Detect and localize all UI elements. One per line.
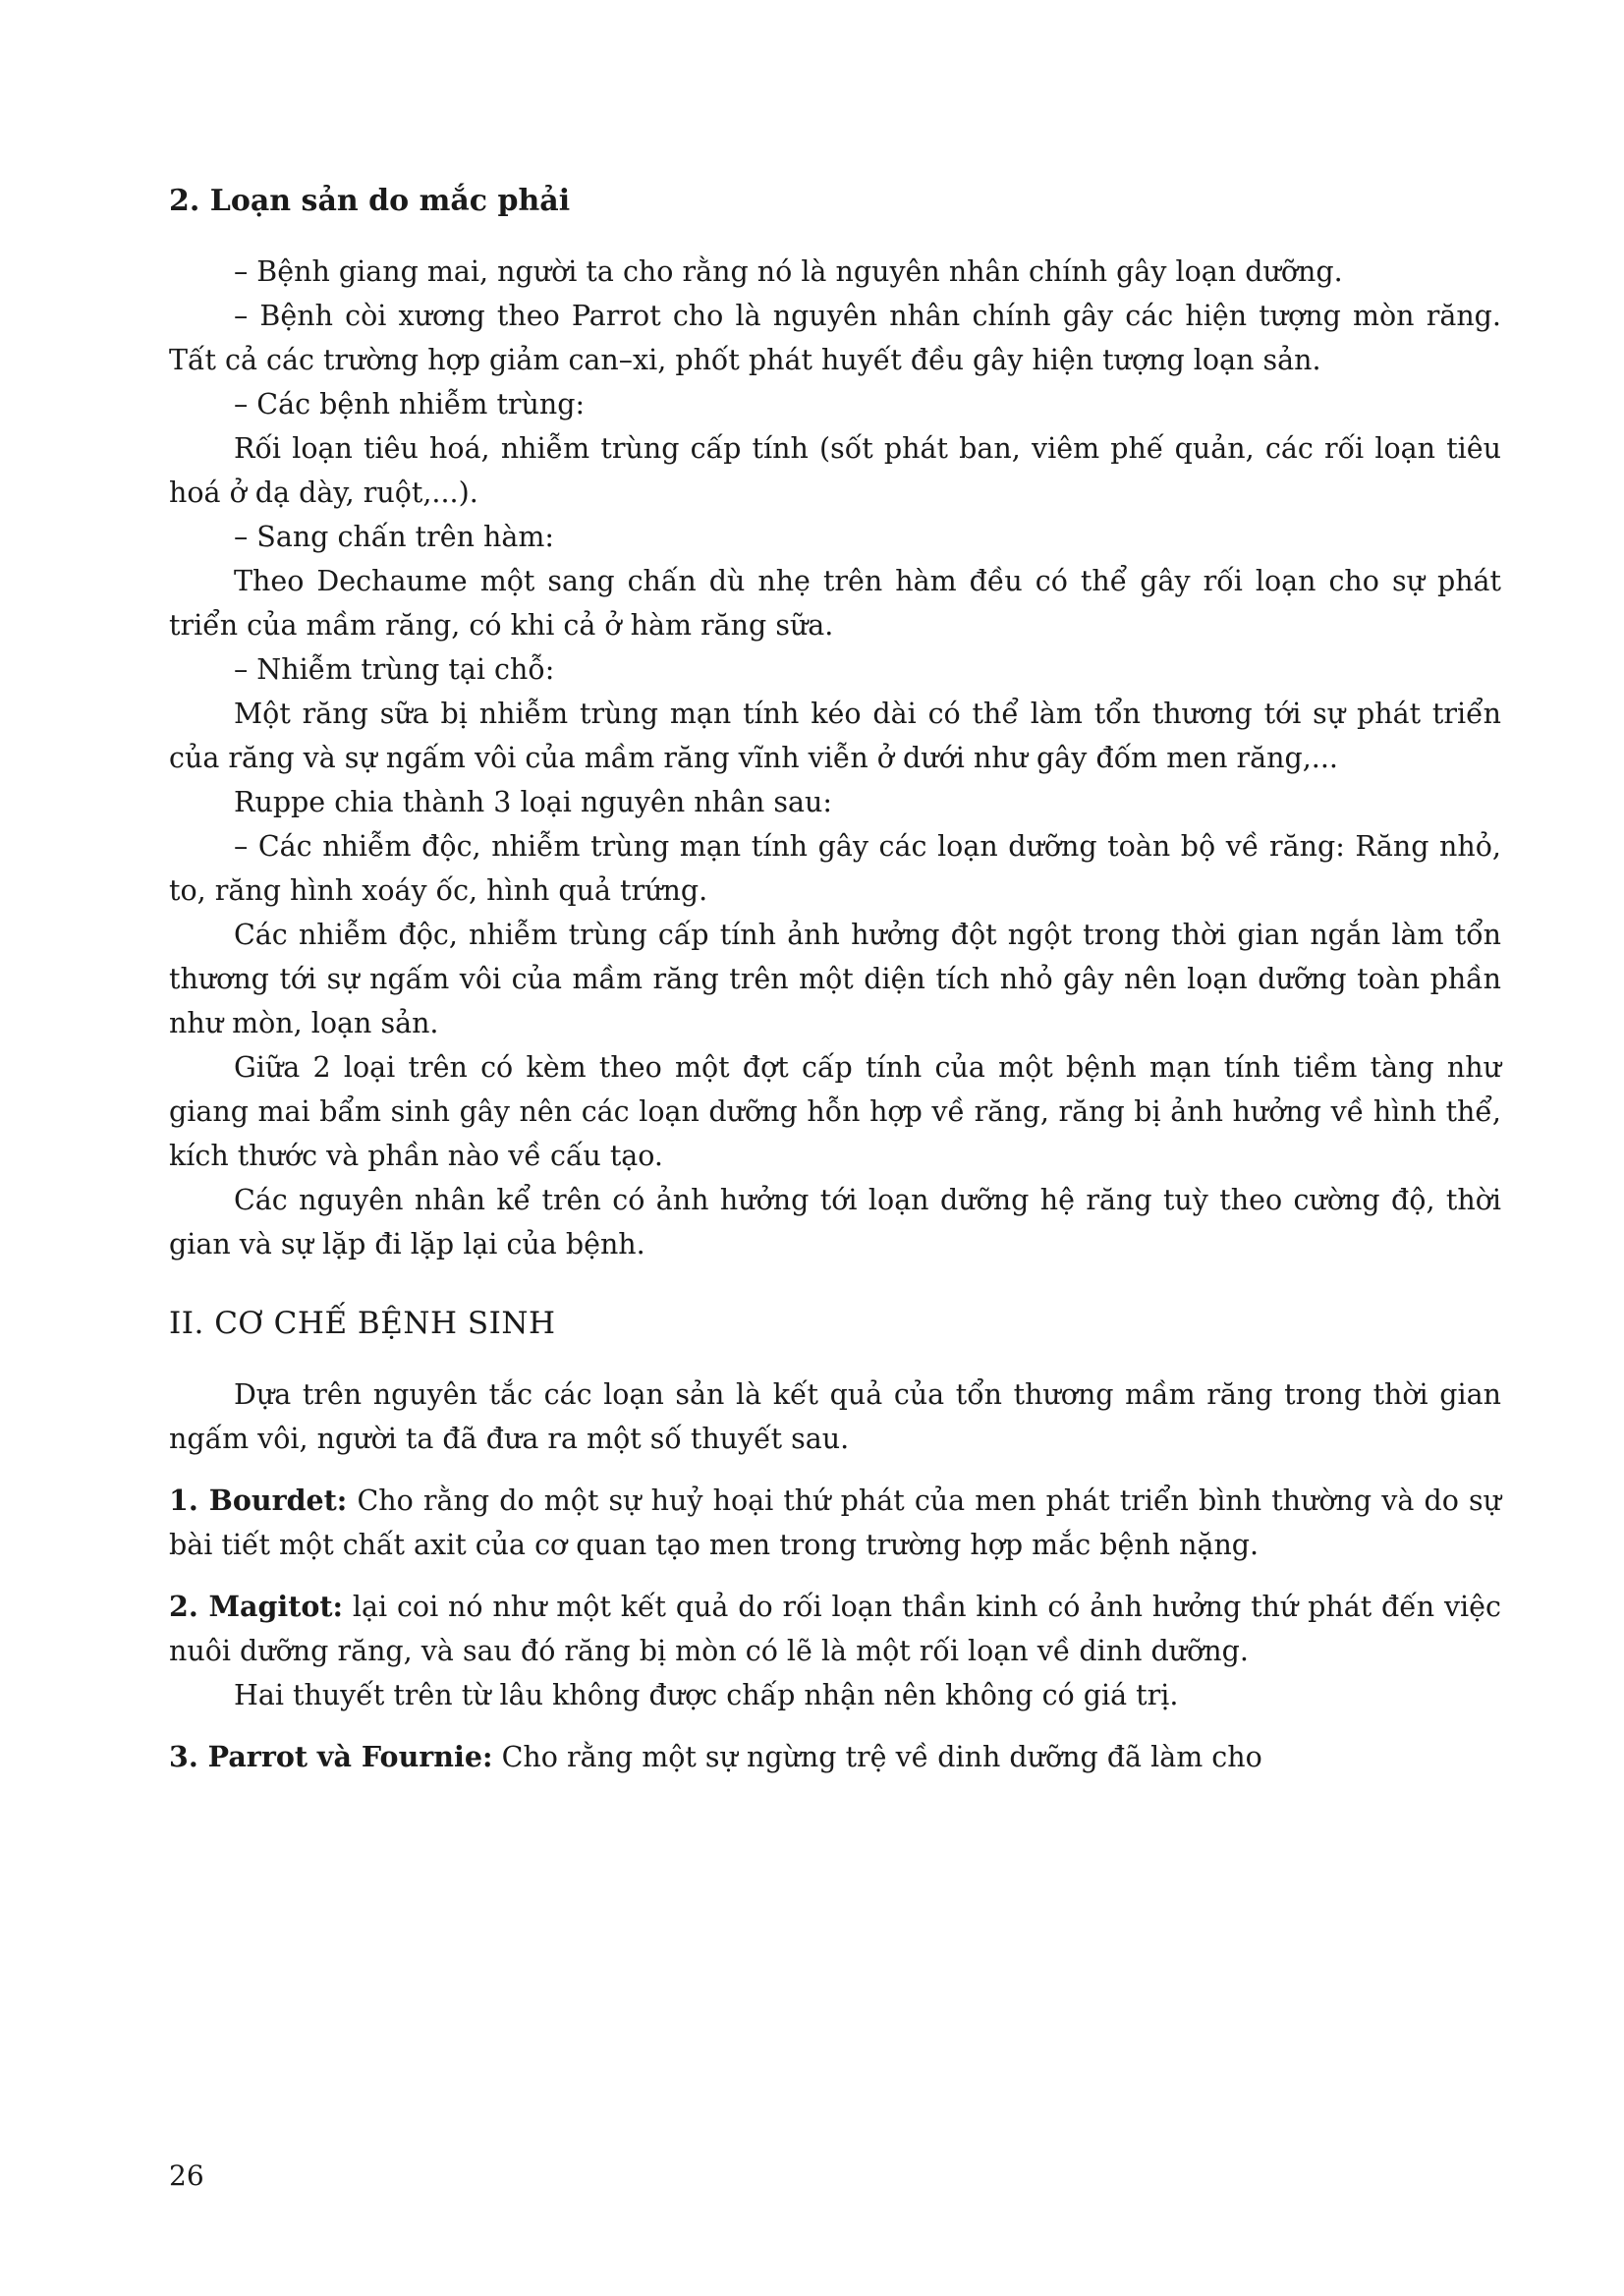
paragraph: Các nguyên nhân kể trên có ảnh hưởng tới loạn dưỡng hệ răng tuỳ theo cường độ, thời gian và sự lặp đi lặp lại của bệnh. xyxy=(169,1184,1501,1260)
theory-magitot xyxy=(169,1585,1501,1673)
paragraph-note: Hai thuyết trên từ lâu không được chấp nhận nên không có giá trị. xyxy=(234,1679,1179,1711)
paragraph: – Các nhiễm độc, nhiễm trùng mạn tính gây các loạn dưỡng toàn bộ về răng: Răng nhỏ, to, răng hình xoáy ốc, hình quả trứng. xyxy=(169,830,1501,907)
theory-title: 1. Bourdet: xyxy=(169,1484,348,1517)
theory-title: 3. Parrot và Fournie: xyxy=(169,1740,493,1773)
paragraph: Rối loạn tiêu hoá, nhiễm trùng cấp tính (sốt phát ban, viêm phế quản, các rối loạn tiêu hoá ở dạ dày, ruột,...). xyxy=(169,432,1501,509)
paragraph: Một răng sữa bị nhiễm trùng mạn tính kéo dài có thể làm tổn thương tới sự phát triển của răng và sự ngấm vôi của mầm răng vĩnh viễn ở dưới như gây đốm men răng,... xyxy=(169,698,1501,774)
theory-title: 2. Magitot: xyxy=(169,1590,344,1623)
theory-text: Cho rằng một sự ngừng trệ về dinh dưỡng đã làm cho xyxy=(492,1741,1262,1773)
paragraph: Ruppe chia thành 3 loại nguyên nhân sau: xyxy=(234,786,832,818)
page-number: 26 xyxy=(169,2159,204,2192)
theory-text: lại coi nó như một kết quả do rối loạn thần kinh có ảnh hưởng thứ phát đến việc nuôi dưỡng răng, và sau đó răng bị mòn có lẽ là một rối loạn về dinh dưỡng. xyxy=(169,1591,1501,1667)
paragraph: Các nhiễm độc, nhiễm trùng cấp tính ảnh hưởng đột ngột trong thời gian ngắn làm tổn thương tới sự ngấm vôi của mầm răng trên một diện tích nhỏ gây nên loạn dưỡng toàn phần như mòn, loạn sản. xyxy=(169,919,1501,1039)
section-heading-acquired-dysplasia: 2. Loạn sản do mắc phải xyxy=(169,184,571,218)
page-body xyxy=(169,179,1501,1779)
paragraph: – Bệnh còi xương theo Parrot cho là nguyên nhân chính gây các hiện tượng mòn răng. Tất cả các trường hợp giảm can–xi, phốt phát huyết đều gây hiện tượng loạn sản. xyxy=(169,300,1501,376)
paragraph: – Sang chấn trên hàm: xyxy=(234,521,555,553)
paragraph: Giữa 2 loại trên có kèm theo một đợt cấp tính của một bệnh mạn tính tiềm tàng như giang mai bẩm sinh gây nên các loạn dưỡng hỗn hợp về răng, răng bị ảnh hưởng về hình thể, kích thước và phần nào về cấu tạo. xyxy=(169,1051,1501,1172)
theory-text: Cho rằng do một sự huỷ hoại thứ phát của men phát triển bình thường và do sự bài tiết một chất axit của cơ quan tạo men trong trường hợp mắc bệnh nặng. xyxy=(169,1484,1501,1561)
paragraph-intro: Dựa trên nguyên tắc các loạn sản là kết quả của tổn thương mầm răng trong thời gian ngấm vôi, người ta đã đưa ra một số thuyết sau. xyxy=(169,1378,1501,1455)
paragraph: Theo Dechaume một sang chấn dù nhẹ trên hàm đều có thể gây rối loạn cho sự phát triển của mầm răng, có khi cả ở hàm răng sữa. xyxy=(169,565,1501,642)
paragraph: – Bệnh giang mai, người ta cho rằng nó là nguyên nhân chính gây loạn dưỡng. xyxy=(234,255,1343,288)
paragraph: – Nhiễm trùng tại chỗ: xyxy=(234,653,555,686)
theory-bourdet xyxy=(169,1479,1501,1567)
theory-parrot-fournie xyxy=(169,1735,1501,1779)
section-heading-pathogenesis: II. CƠ CHẾ BỆNH SINH xyxy=(169,1306,556,1341)
paragraph: – Các bệnh nhiễm trùng: xyxy=(234,388,586,420)
